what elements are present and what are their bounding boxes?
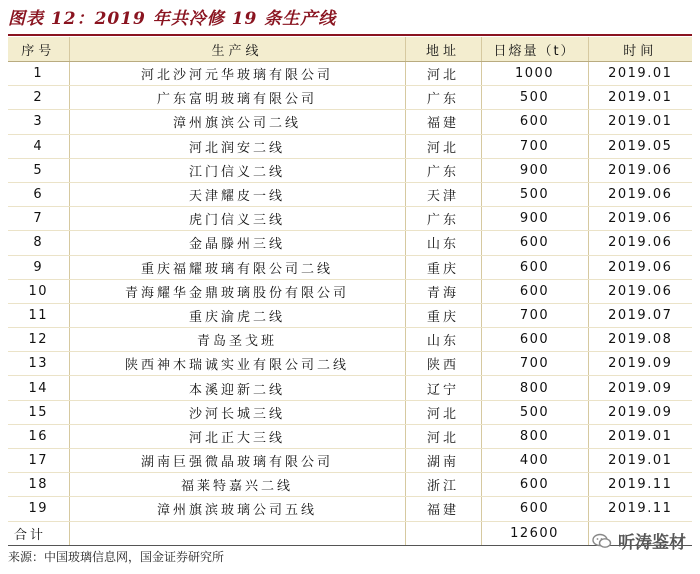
row-capacity: 900 xyxy=(481,207,588,231)
table-row xyxy=(8,182,692,206)
row-location: 广东 xyxy=(405,86,481,110)
row-date: 2019.01 xyxy=(588,449,692,473)
row-production-line: 沙河长城三线 xyxy=(69,400,405,424)
figure-title: 图表 12：2019 年共冷修 19 条生产线 xyxy=(8,9,337,29)
row-production-line: 青岛圣戈班 xyxy=(69,328,405,352)
table-header-row xyxy=(8,37,692,62)
watermark xyxy=(592,528,686,553)
table-row xyxy=(8,376,692,400)
table-row xyxy=(8,62,692,86)
row-production-line: 青海耀华金鼎玻璃股份有限公司 xyxy=(69,279,405,303)
row-production-line: 虎门信义三线 xyxy=(69,207,405,231)
row-location: 河北 xyxy=(405,134,481,158)
row-location: 天津 xyxy=(405,182,481,206)
total-label: 合计 xyxy=(8,521,69,545)
table-row xyxy=(8,328,692,352)
row-date: 2019.11 xyxy=(588,473,692,497)
row-date: 2019.09 xyxy=(588,376,692,400)
row-date: 2019.11 xyxy=(588,497,692,521)
row-production-line: 河北润安二线 xyxy=(69,134,405,158)
row-location: 河北 xyxy=(405,62,481,86)
row-number: 17 xyxy=(8,449,69,473)
table-row xyxy=(8,158,692,182)
total-row xyxy=(8,521,692,545)
total-empty-location xyxy=(405,521,481,545)
row-production-line: 河北沙河元华玻璃有限公司 xyxy=(69,62,405,86)
table-row xyxy=(8,279,692,303)
row-location: 广东 xyxy=(405,207,481,231)
row-location: 福建 xyxy=(405,110,481,134)
row-production-line: 天津耀皮一线 xyxy=(69,182,405,206)
row-date: 2019.06 xyxy=(588,182,692,206)
row-location: 山东 xyxy=(405,231,481,255)
row-date: 2019.06 xyxy=(588,231,692,255)
row-location: 陕西 xyxy=(405,352,481,376)
table-body xyxy=(8,62,692,522)
wechat-icon xyxy=(592,533,612,549)
title-divider xyxy=(8,34,692,36)
row-date: 2019.08 xyxy=(588,328,692,352)
row-capacity: 600 xyxy=(481,473,588,497)
table-row xyxy=(8,110,692,134)
row-production-line: 漳州旗滨玻璃公司五线 xyxy=(69,497,405,521)
row-location: 福建 xyxy=(405,497,481,521)
row-capacity: 400 xyxy=(481,449,588,473)
row-location: 河北 xyxy=(405,400,481,424)
row-number: 16 xyxy=(8,424,69,448)
row-number: 19 xyxy=(8,497,69,521)
table-row xyxy=(8,497,692,521)
row-location: 广东 xyxy=(405,158,481,182)
row-capacity: 800 xyxy=(481,424,588,448)
row-location: 河北 xyxy=(405,424,481,448)
row-capacity: 700 xyxy=(481,352,588,376)
table-row xyxy=(8,231,692,255)
row-number: 18 xyxy=(8,473,69,497)
row-production-line: 重庆渝虎二线 xyxy=(69,303,405,327)
row-capacity: 700 xyxy=(481,134,588,158)
row-number: 2 xyxy=(8,86,69,110)
row-production-line: 广东富明玻璃有限公司 xyxy=(69,86,405,110)
row-date: 2019.06 xyxy=(588,279,692,303)
row-capacity: 600 xyxy=(481,110,588,134)
table-row xyxy=(8,303,692,327)
table-row xyxy=(8,86,692,110)
row-number: 7 xyxy=(8,207,69,231)
table-row xyxy=(8,134,692,158)
row-number: 9 xyxy=(8,255,69,279)
header-line: 生产线 xyxy=(69,37,405,62)
row-number: 3 xyxy=(8,110,69,134)
row-capacity: 500 xyxy=(481,86,588,110)
table-row xyxy=(8,255,692,279)
row-number: 14 xyxy=(8,376,69,400)
row-location: 重庆 xyxy=(405,303,481,327)
row-date: 2019.06 xyxy=(588,158,692,182)
row-date: 2019.05 xyxy=(588,134,692,158)
row-location: 重庆 xyxy=(405,255,481,279)
row-number: 11 xyxy=(8,303,69,327)
row-number: 8 xyxy=(8,231,69,255)
row-capacity: 700 xyxy=(481,303,588,327)
row-capacity: 1000 xyxy=(481,62,588,86)
total-value: 12600 xyxy=(481,521,588,545)
row-date: 2019.01 xyxy=(588,424,692,448)
row-date: 2019.01 xyxy=(588,62,692,86)
row-capacity: 500 xyxy=(481,182,588,206)
row-location: 湖南 xyxy=(405,449,481,473)
source-note: 来源：中国玻璃信息网，国金证券研究所 xyxy=(8,550,225,564)
table-row xyxy=(8,352,692,376)
header-date: 时间 xyxy=(588,37,692,62)
row-location: 青海 xyxy=(405,279,481,303)
row-date: 2019.06 xyxy=(588,255,692,279)
row-date: 2019.09 xyxy=(588,400,692,424)
row-production-line: 本溪迎新二线 xyxy=(69,376,405,400)
header-capacity: 日熔量（t） xyxy=(481,37,588,62)
row-production-line: 重庆福耀玻璃有限公司二线 xyxy=(69,255,405,279)
row-production-line: 金晶滕州三线 xyxy=(69,231,405,255)
row-capacity: 600 xyxy=(481,497,588,521)
row-capacity: 600 xyxy=(481,279,588,303)
row-location: 辽宁 xyxy=(405,376,481,400)
row-number: 12 xyxy=(8,328,69,352)
row-capacity: 600 xyxy=(481,328,588,352)
table-row xyxy=(8,449,692,473)
row-capacity: 500 xyxy=(481,400,588,424)
row-location: 浙江 xyxy=(405,473,481,497)
row-date: 2019.06 xyxy=(588,207,692,231)
row-capacity: 800 xyxy=(481,376,588,400)
row-production-line: 福莱特嘉兴二线 xyxy=(69,473,405,497)
production-line-table xyxy=(8,37,692,546)
row-number: 6 xyxy=(8,182,69,206)
row-number: 15 xyxy=(8,400,69,424)
table-row xyxy=(8,207,692,231)
row-date: 2019.01 xyxy=(588,110,692,134)
row-production-line: 漳州旗滨公司二线 xyxy=(69,110,405,134)
row-capacity: 600 xyxy=(481,255,588,279)
row-location: 山东 xyxy=(405,328,481,352)
row-production-line: 河北正大三线 xyxy=(69,424,405,448)
header-no: 序号 xyxy=(8,37,69,62)
row-capacity: 600 xyxy=(481,231,588,255)
row-number: 1 xyxy=(8,62,69,86)
header-location: 地址 xyxy=(405,37,481,62)
row-date: 2019.07 xyxy=(588,303,692,327)
total-empty-line xyxy=(69,521,405,545)
table-row xyxy=(8,473,692,497)
row-date: 2019.01 xyxy=(588,86,692,110)
watermark-text: 听涛鉴材 xyxy=(618,533,686,553)
table-row xyxy=(8,424,692,448)
row-production-line: 陕西神木瑞诚实业有限公司二线 xyxy=(69,352,405,376)
row-number: 5 xyxy=(8,158,69,182)
row-date: 2019.09 xyxy=(588,352,692,376)
row-number: 4 xyxy=(8,134,69,158)
table-row xyxy=(8,400,692,424)
row-number: 10 xyxy=(8,279,69,303)
row-capacity: 900 xyxy=(481,158,588,182)
row-number: 13 xyxy=(8,352,69,376)
row-production-line: 江门信义二线 xyxy=(69,158,405,182)
row-production-line: 湖南巨强微晶玻璃有限公司 xyxy=(69,449,405,473)
